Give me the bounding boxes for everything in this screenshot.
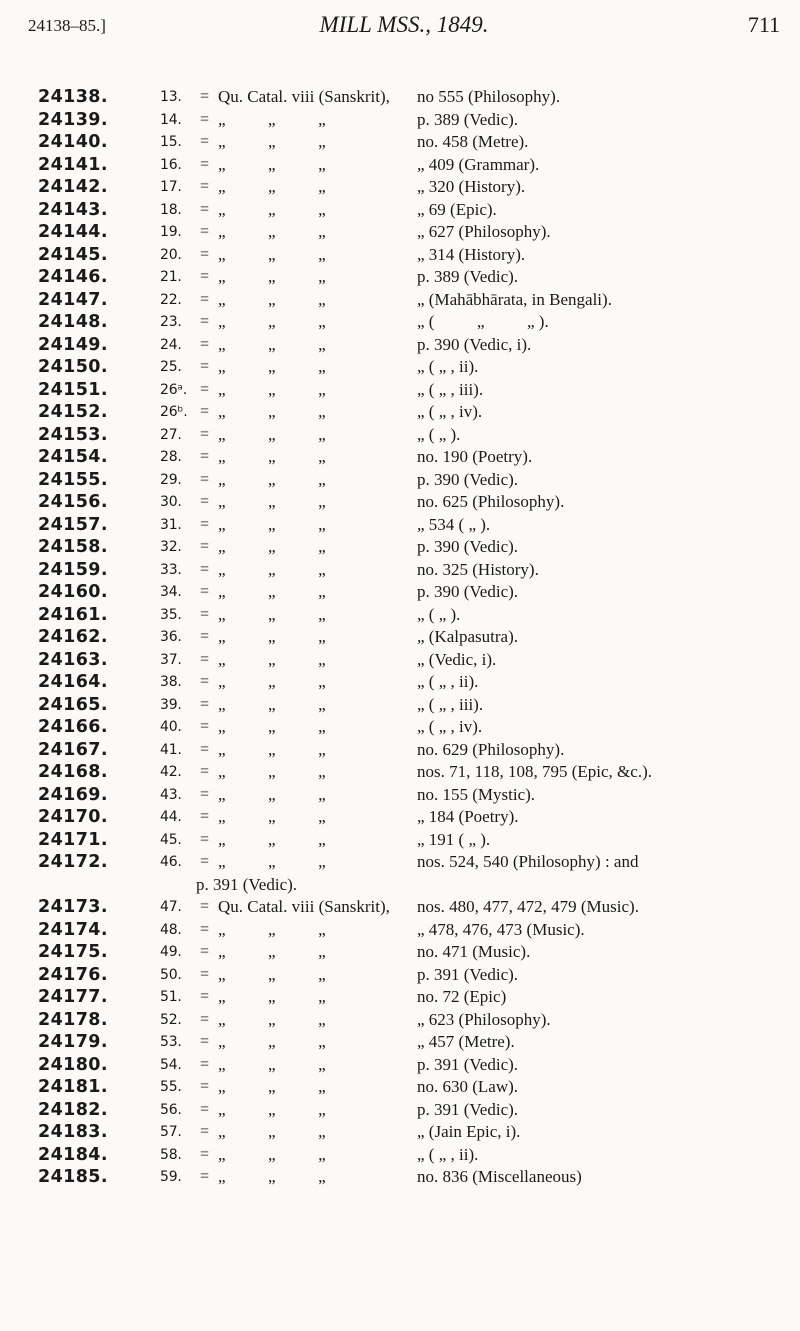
catalogue-entry <box>0 784 800 807</box>
folio-number: 45. <box>160 831 182 848</box>
equals-sign: = <box>200 583 210 600</box>
catalogue-reference: „ „ „ <box>218 807 326 826</box>
catalogue-reference: „ „ „ <box>218 942 326 961</box>
catalogue-reference: „ „ „ <box>218 199 326 219</box>
manuscript-number: 24170. <box>38 807 108 827</box>
folio-number: 26ᵇ. <box>160 404 188 420</box>
catalogue-entry <box>0 446 800 469</box>
equals-sign: = <box>200 695 210 713</box>
folio-number: 25. <box>160 359 182 375</box>
folio-number: 41. <box>160 741 182 758</box>
entry-reference: p. 391 (Vedic). <box>417 964 519 984</box>
manuscript-number: 24167. <box>38 739 108 760</box>
catalogue-entry <box>0 1166 800 1189</box>
entry-reference: no. 629 (Philosophy). <box>417 739 565 759</box>
catalogue-entry <box>0 739 800 762</box>
equals-sign: = <box>200 650 210 668</box>
manuscript-number: 24177. <box>38 987 108 1007</box>
entry-reference: p. 391 (Vedic). <box>417 1099 519 1119</box>
folio-number: 57. <box>160 1124 182 1140</box>
catalogue-entry <box>0 986 800 1009</box>
entry-reference: „ ( „ , iv). <box>417 402 483 421</box>
folio-number: 35. <box>160 606 182 623</box>
folio-number: 20. <box>160 246 182 263</box>
catalogue-entries <box>0 86 800 1189</box>
catalogue-reference: „ „ „ <box>218 1167 326 1186</box>
manuscript-number: 24158. <box>38 537 108 557</box>
entry-reference: „ 409 (Grammar). <box>417 154 540 174</box>
catalogue-reference: „ „ „ <box>218 1099 326 1119</box>
manuscript-number: 24182. <box>38 1099 108 1120</box>
manuscript-number: 24160. <box>38 582 108 602</box>
catalogue-entry <box>0 1144 800 1167</box>
equals-sign: = <box>200 943 210 960</box>
catalogue-reference: „ „ „ <box>218 447 326 466</box>
folio-number: 51. <box>160 989 182 1005</box>
folio-number: 42. <box>160 764 182 780</box>
catalogue-reference: „ „ „ <box>218 132 326 151</box>
catalogue-reference: „ „ „ <box>218 222 326 241</box>
catalogue-entry <box>0 761 800 784</box>
catalogue-entry <box>0 536 800 559</box>
catalogue-entry <box>0 86 800 109</box>
manuscript-number: 24178. <box>38 1009 108 1030</box>
manuscript-number: 24173. <box>38 897 108 917</box>
equals-sign: = <box>200 88 210 105</box>
catalogue-entry <box>0 424 800 447</box>
manuscript-number: 24185. <box>38 1167 108 1187</box>
folio-number: 19. <box>160 224 182 240</box>
equals-sign: = <box>200 515 210 533</box>
catalogue-reference: „ „ „ <box>218 829 326 849</box>
folio-number: 44. <box>160 809 182 825</box>
manuscript-number: 24172. <box>38 852 108 872</box>
catalogue-reference: „ „ „ <box>218 852 326 871</box>
folio-number: 23. <box>160 314 182 330</box>
folio-number: 38. <box>160 674 182 690</box>
manuscript-number: 24159. <box>38 559 108 580</box>
equals-sign: = <box>200 740 210 758</box>
equals-sign: = <box>200 605 210 623</box>
page-header <box>28 12 780 42</box>
entry-reference: „ (Mahābhārata, in Bengali). <box>417 289 612 309</box>
catalogue-entry <box>0 491 800 514</box>
equals-sign: = <box>200 1055 210 1073</box>
catalogue-entry <box>0 1031 800 1054</box>
folio-number: 14. <box>160 111 182 128</box>
catalogue-reference: „ „ „ <box>218 694 326 714</box>
folio-number: 56. <box>160 1101 182 1118</box>
folio-number: 18. <box>160 201 182 218</box>
header-range: 24138–85.] <box>28 16 106 35</box>
equals-sign: = <box>200 718 210 735</box>
equals-sign: = <box>200 380 210 398</box>
catalogue-reference: „ „ „ <box>218 514 326 534</box>
manuscript-number: 24142. <box>38 177 108 197</box>
folio-number: 27. <box>160 426 182 443</box>
header-title: MILL MSS., 1849. <box>319 12 489 37</box>
equals-sign: = <box>200 245 210 263</box>
folio-number: 15. <box>160 134 182 150</box>
equals-sign: = <box>200 178 210 195</box>
equals-sign: = <box>200 628 210 645</box>
equals-sign: = <box>200 1100 210 1118</box>
manuscript-number: 24146. <box>38 267 108 287</box>
catalogue-entry <box>0 581 800 604</box>
entry-reference: p. 391 (Vedic). <box>417 1054 519 1074</box>
catalogue-reference: „ „ „ <box>218 312 326 331</box>
folio-number: 50. <box>160 966 182 983</box>
catalogue-reference: „ „ „ <box>218 357 326 376</box>
equals-sign: = <box>200 448 210 465</box>
equals-sign: = <box>200 898 210 915</box>
entry-reference: nos. 480, 477, 472, 479 (Music). <box>417 897 639 916</box>
catalogue-reference: „ „ „ <box>218 469 326 489</box>
catalogue-reference: „ „ „ <box>218 919 326 939</box>
equals-sign: = <box>200 1145 210 1163</box>
folio-number: 52. <box>160 1011 182 1028</box>
catalogue-reference: „ „ „ <box>218 649 326 669</box>
entry-reference: „ 478, 476, 473 (Music). <box>417 919 585 939</box>
folio-number: 54. <box>160 1056 182 1073</box>
equals-sign: = <box>200 200 210 218</box>
folio-number: 46. <box>160 854 182 870</box>
catalogue-reference: „ „ „ <box>218 402 326 421</box>
entry-reference: no 555 (Philosophy). <box>417 87 561 106</box>
entry-reference: „ ( „ „ ). <box>417 312 549 331</box>
catalogue-reference: „ „ „ <box>218 379 326 399</box>
manuscript-number: 24168. <box>38 762 108 782</box>
catalogue-reference: „ „ „ <box>218 739 326 759</box>
entry-reference: „ 534 ( „ ). <box>417 514 491 534</box>
catalogue-reference: „ „ „ <box>218 1077 326 1096</box>
folio-number: 16. <box>160 156 182 173</box>
folio-number: 58. <box>160 1146 182 1163</box>
entry-reference: „ ( „ , ii). <box>417 357 479 376</box>
folio-number: 21. <box>160 269 182 285</box>
equals-sign: = <box>200 110 210 128</box>
folio-number: 22. <box>160 291 182 308</box>
entry-reference: p. 389 (Vedic). <box>417 109 519 129</box>
catalogue-reference: „ „ „ <box>218 289 326 309</box>
entry-reference: „ ( „ , iii). <box>417 379 484 399</box>
catalogue-entry <box>0 514 800 537</box>
equals-sign: = <box>200 1168 210 1185</box>
catalogue-entry <box>0 154 800 177</box>
manuscript-number: 24174. <box>38 919 108 940</box>
manuscript-number: 24152. <box>38 402 108 422</box>
equals-sign: = <box>200 1078 210 1095</box>
catalogue-entry <box>0 559 800 582</box>
entry-reference: „ (Jain Epic, i). <box>417 1122 521 1141</box>
entry-reference: p. 389 (Vedic). <box>417 267 519 286</box>
manuscript-number: 24161. <box>38 604 108 625</box>
catalogue-entry <box>0 851 800 874</box>
folio-number: 17. <box>160 179 182 195</box>
entry-reference: „ 623 (Philosophy). <box>417 1009 551 1029</box>
entry-reference: no. 471 (Music). <box>417 942 531 961</box>
catalogue-entry <box>0 671 800 694</box>
entry-reference: „ ( „ , iv). <box>417 717 483 736</box>
catalogue-entry <box>0 109 800 132</box>
catalogue-reference: „ „ „ <box>218 537 326 556</box>
manuscript-number: 24145. <box>38 244 108 265</box>
entry-reference: p. 390 (Vedic). <box>417 582 519 601</box>
catalogue-entry <box>0 199 800 222</box>
entry-reference: „ 457 (Metre). <box>417 1032 515 1051</box>
entry-reference: nos. 524, 540 (Philosophy) : and <box>417 852 639 871</box>
catalogue-reference: „ „ „ <box>218 1122 326 1141</box>
entry-reference: p. 390 (Vedic). <box>417 537 519 556</box>
catalogue-entry <box>0 919 800 942</box>
continuation-text: p. 391 (Vedic). <box>196 874 298 894</box>
catalogue-reference: „ „ „ <box>218 154 326 174</box>
folio-number: 29. <box>160 471 182 488</box>
folio-number: 43. <box>160 786 182 803</box>
catalogue-reference: Qu. Catal. viii (Sanskrit), <box>218 87 390 106</box>
equals-sign: = <box>200 290 210 308</box>
catalogue-reference: „ „ „ <box>218 964 326 984</box>
equals-sign: = <box>200 268 210 285</box>
folio-number: 48. <box>160 921 182 938</box>
manuscript-number: 24180. <box>38 1054 108 1075</box>
manuscript-number: 24153. <box>38 424 108 445</box>
entry-reference: no. 630 (Law). <box>417 1077 519 1096</box>
equals-sign: = <box>200 1010 210 1028</box>
catalogue-entry <box>0 604 800 627</box>
catalogue-entry <box>0 469 800 492</box>
catalogue-entry <box>0 626 800 649</box>
manuscript-number: 24164. <box>38 672 108 692</box>
manuscript-number: 24184. <box>38 1144 108 1165</box>
catalogue-entry <box>0 1076 800 1099</box>
equals-sign: = <box>200 223 210 240</box>
folio-number: 36. <box>160 629 182 645</box>
catalogue-entry <box>0 896 800 919</box>
entry-reference: no. 72 (Epic) <box>417 987 507 1006</box>
equals-sign: = <box>200 538 210 555</box>
manuscript-number: 24171. <box>38 829 108 850</box>
manuscript-number: 24150. <box>38 357 108 377</box>
equals-sign: = <box>200 403 210 420</box>
entry-reference: no. 325 (History). <box>417 559 539 579</box>
catalogue-entry <box>0 716 800 739</box>
equals-sign: = <box>200 1033 210 1050</box>
catalogue-reference: „ „ „ <box>218 762 326 781</box>
catalogue-reference: „ „ „ <box>218 334 326 354</box>
catalogue-entry <box>0 694 800 717</box>
equals-sign: = <box>200 155 210 173</box>
folio-number: 31. <box>160 516 182 533</box>
catalogue-entry <box>0 806 800 829</box>
folio-number: 37. <box>160 651 182 668</box>
catalogue-entry <box>0 356 800 379</box>
catalogue-reference: „ „ „ <box>218 672 326 691</box>
entry-reference: „ ( „ , ii). <box>417 1144 479 1164</box>
entry-reference: „ 627 (Philosophy). <box>417 222 551 241</box>
manuscript-number: 24166. <box>38 717 108 737</box>
equals-sign: = <box>200 1123 210 1140</box>
folio-number: 26ᵃ. <box>160 381 187 398</box>
catalogue-reference: „ „ „ <box>218 987 326 1006</box>
catalogue-entry <box>0 221 800 244</box>
manuscript-number: 24156. <box>38 492 108 512</box>
catalogue-entry <box>0 829 800 852</box>
manuscript-number: 24138. <box>38 87 108 107</box>
manuscript-number: 24163. <box>38 649 108 670</box>
entry-reference: „ ( „ ). <box>417 604 461 624</box>
folio-number: 59. <box>160 1169 182 1185</box>
entry-reference: „ ( „ , iii). <box>417 694 484 714</box>
catalogue-reference: „ „ „ <box>218 582 326 601</box>
catalogue-reference: „ „ „ <box>218 1144 326 1164</box>
catalogue-entry <box>0 131 800 154</box>
manuscript-number: 24141. <box>38 154 108 175</box>
manuscript-number: 24148. <box>38 312 108 332</box>
catalogue-entry <box>0 401 800 424</box>
manuscript-number: 24144. <box>38 222 108 242</box>
folio-number: 30. <box>160 494 182 510</box>
manuscript-number: 24140. <box>38 132 108 152</box>
catalogue-reference: „ „ „ <box>218 627 326 646</box>
manuscript-number: 24139. <box>38 109 108 130</box>
entry-reference: no. 155 (Mystic). <box>417 784 536 804</box>
entry-reference: „ 314 (History). <box>417 244 526 264</box>
manuscript-number: 24176. <box>38 964 108 985</box>
entry-reference: „ (Kalpasutra). <box>417 627 519 646</box>
catalogue-reference: „ „ „ <box>218 717 326 736</box>
catalogue-entry <box>0 289 800 312</box>
folio-number: 47. <box>160 899 182 915</box>
manuscript-number: 24165. <box>38 694 108 715</box>
folio-number: 28. <box>160 449 182 465</box>
manuscript-number: 24151. <box>38 379 108 400</box>
catalogue-reference: „ „ „ <box>218 1009 326 1029</box>
catalogue-reference: „ „ „ <box>218 559 326 579</box>
equals-sign: = <box>200 785 210 803</box>
folio-number: 13. <box>160 89 182 105</box>
equals-sign: = <box>200 830 210 848</box>
equals-sign: = <box>200 425 210 443</box>
entry-reference: „ 69 (Epic). <box>417 199 497 219</box>
catalogue-reference: „ „ „ <box>218 267 326 286</box>
entry-reference: p. 390 (Vedic, i). <box>417 334 532 354</box>
catalogue-entry <box>0 941 800 964</box>
folio-number: 53. <box>160 1034 182 1050</box>
entry-reference: p. 390 (Vedic). <box>417 469 519 489</box>
manuscript-number: 24154. <box>38 447 108 467</box>
manuscript-number: 24179. <box>38 1032 108 1052</box>
entry-reference: „ (Vedic, i). <box>417 649 497 669</box>
manuscript-number: 24183. <box>38 1122 108 1142</box>
catalogue-entry <box>0 176 800 199</box>
catalogue-entry <box>0 334 800 357</box>
entry-reference: no. 458 (Metre). <box>417 132 529 151</box>
catalogue-entry <box>0 964 800 987</box>
equals-sign: = <box>200 470 210 488</box>
catalogue-entry <box>0 1099 800 1122</box>
manuscript-number: 24143. <box>38 199 108 220</box>
catalogue-entry <box>0 379 800 402</box>
entry-reference: „ ( „ ). <box>417 424 461 444</box>
catalogue-entry <box>0 1121 800 1144</box>
manuscript-number: 24147. <box>38 289 108 310</box>
catalogue-reference: „ „ „ <box>218 784 326 804</box>
folio-number: 33. <box>160 561 182 578</box>
folio-number: 49. <box>160 944 182 960</box>
entry-continuation <box>0 874 800 897</box>
entry-reference: no. 625 (Philosophy). <box>417 492 565 511</box>
catalogue-entry <box>0 266 800 289</box>
entry-reference: nos. 71, 118, 108, 795 (Epic, &c.). <box>417 762 652 781</box>
catalogue-entry <box>0 649 800 672</box>
equals-sign: = <box>200 988 210 1005</box>
catalogue-entry <box>0 1009 800 1032</box>
catalogue-reference: „ „ „ <box>218 604 326 624</box>
equals-sign: = <box>200 133 210 150</box>
catalogue-reference: „ „ „ <box>218 244 326 264</box>
folio-number: 32. <box>160 539 182 555</box>
manuscript-number: 24157. <box>38 514 108 535</box>
manuscript-number: 24181. <box>38 1077 108 1097</box>
catalogue-reference: „ „ „ <box>218 109 326 129</box>
catalogue-entry <box>0 244 800 267</box>
equals-sign: = <box>200 335 210 353</box>
catalogue-reference: „ „ „ <box>218 492 326 511</box>
folio-number: 55. <box>160 1079 182 1095</box>
page-number: 711 <box>747 12 780 37</box>
catalogue-entry <box>0 1054 800 1077</box>
catalogue-reference: Qu. Catal. viii (Sanskrit), <box>218 897 390 916</box>
equals-sign: = <box>200 313 210 330</box>
equals-sign: = <box>200 920 210 938</box>
folio-number: 24. <box>160 336 182 353</box>
manuscript-number: 24162. <box>38 627 108 647</box>
manuscript-number: 24169. <box>38 784 108 805</box>
catalogue-reference: „ „ „ <box>218 424 326 444</box>
catalogue-entry <box>0 311 800 334</box>
equals-sign: = <box>200 358 210 375</box>
equals-sign: = <box>200 493 210 510</box>
folio-number: 40. <box>160 719 182 735</box>
catalogue-reference: „ „ „ <box>218 1032 326 1051</box>
equals-sign: = <box>200 808 210 825</box>
equals-sign: = <box>200 560 210 578</box>
manuscript-number: 24175. <box>38 942 108 962</box>
catalogue-reference: „ „ „ <box>218 177 326 196</box>
entry-reference: no. 190 (Poetry). <box>417 447 533 466</box>
equals-sign: = <box>200 673 210 690</box>
entry-reference: „ 191 ( „ ). <box>417 829 491 849</box>
folio-number: 39. <box>160 696 182 713</box>
equals-sign: = <box>200 853 210 870</box>
equals-sign: = <box>200 763 210 780</box>
entry-reference: „ 320 (History). <box>417 177 526 196</box>
catalogue-reference: „ „ „ <box>218 1054 326 1074</box>
manuscript-number: 24155. <box>38 469 108 490</box>
equals-sign: = <box>200 965 210 983</box>
entry-reference: „ 184 (Poetry). <box>417 807 519 826</box>
manuscript-number: 24149. <box>38 334 108 355</box>
entry-reference: „ ( „ , ii). <box>417 672 479 691</box>
folio-number: 34. <box>160 584 182 600</box>
entry-reference: no. 836 (Miscellaneous) <box>417 1167 582 1186</box>
